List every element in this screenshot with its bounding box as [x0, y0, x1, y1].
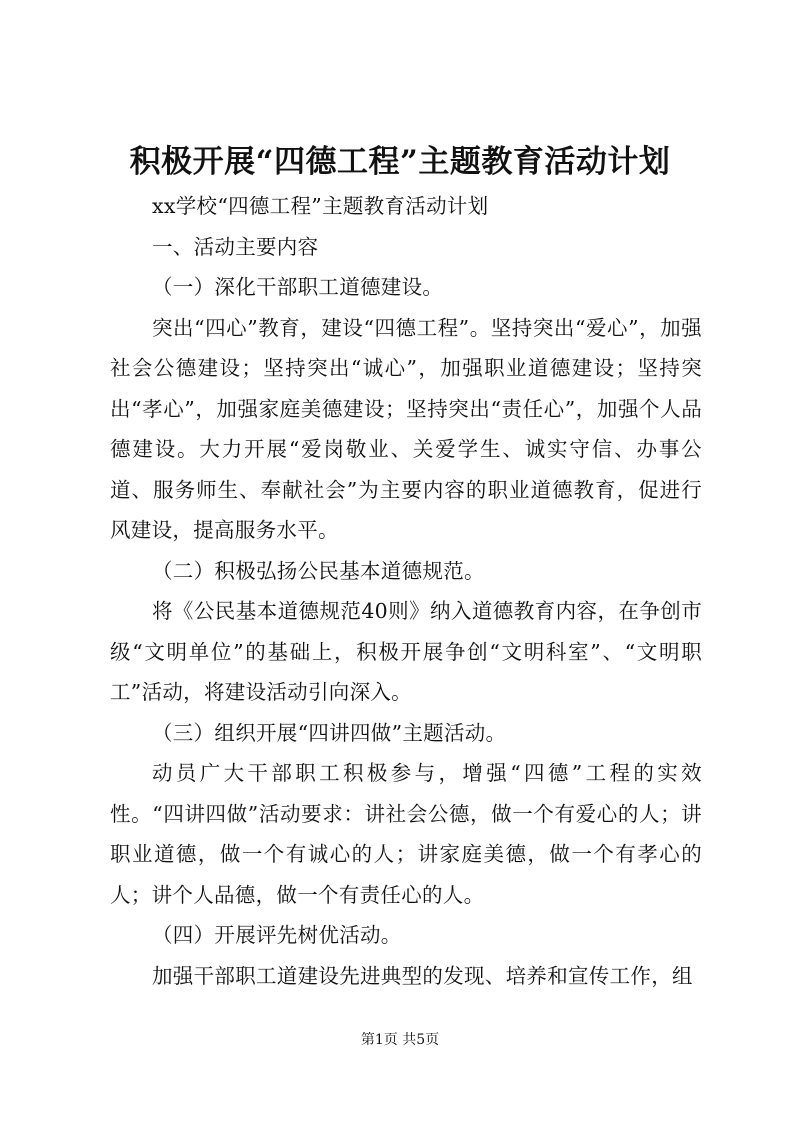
subsection-heading-1: （一）深化干部职工道德建设。: [152, 275, 444, 299]
subsection-heading-4: （四）开展评先树优活动。: [152, 923, 402, 947]
document-body: [110, 186, 702, 996]
subtitle-paragraph: xx学校“四德工程”主题教育活动计划: [152, 194, 489, 218]
body-paragraph-1: 突出“四心”教育，建设“四德工程”。坚持突出“爱心”，加强社会公德建设；坚持突出“诚心”，加强职业道德建设；坚持突出“孝心”，加强家庭美德建设；坚持突出“责任心”，加强个人品德建设。大力开展“爱岗敬业、关爱学生、诚实守信、办事公道、服务师生、奉献社会”为主要内容的职业道德教育，促进行风建设，提高服务水平。: [110, 315, 702, 542]
document-title: 积极开展“四德工程”主题教育活动计划: [129, 144, 671, 180]
body-paragraph-4: 加强干部职工道建设先进典型的发现、培养和宣传工作，组: [152, 963, 693, 988]
subsection-heading-2: （二）积极弘扬公民基本道德规范。: [152, 558, 485, 583]
section-heading-main-content: 一、活动主要内容: [152, 234, 319, 259]
subsection-heading-3: （三）组织开展“四讲四做”主题活动。: [152, 720, 507, 745]
body-paragraph-2: 将《公民基本道德规范40则》纳入道德教育内容，在争创市级“文明单位”的基础上，积极开展争创“文明科室”、“文明职工”活动，将建设活动引向深入。: [110, 599, 702, 704]
page-footer-number: 第1页 共5页: [360, 1032, 440, 1048]
body-paragraph-3: 动员广大干部职工积极参与，增强“四德”工程的实效性。“四讲四做”活动要求：讲社会公德，做一个有爱心的人；讲职业道德，做一个有诚心的人；讲家庭美德，做一个有孝心的人；讲个人品德，做一个有责任心的人。: [110, 761, 702, 907]
